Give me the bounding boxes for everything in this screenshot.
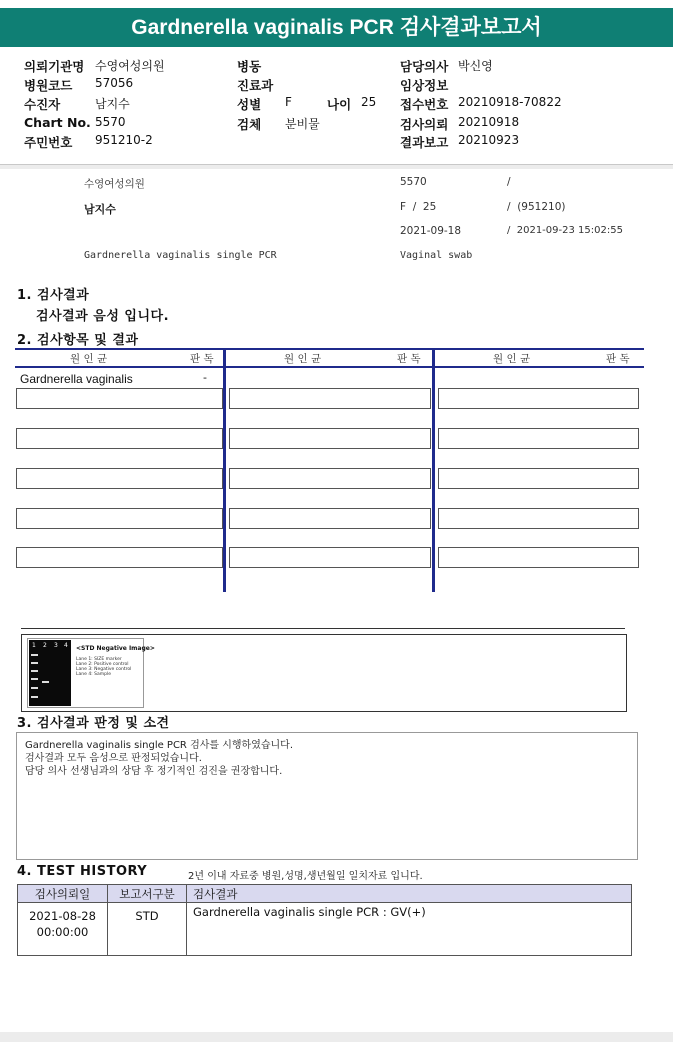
summary-specimen: Vaginal swab	[400, 250, 473, 261]
header-label-clinic: 의뢰기관명	[24, 59, 85, 74]
grid-cell	[229, 508, 431, 529]
header-info	[0, 47, 673, 164]
section-1-result: 검사결과 음성 입니다.	[36, 309, 170, 324]
gel-band	[31, 696, 38, 698]
gel-band	[31, 654, 38, 656]
header-value-hospital-code: 57056	[95, 76, 134, 90]
grid-cell	[229, 468, 431, 489]
col2-header-pathogen: 원 인 균	[284, 353, 322, 365]
header-value-resident-no: 951210-2	[95, 133, 153, 147]
grid-cell	[229, 547, 431, 568]
page-bottom-edge	[0, 1032, 673, 1042]
header-label-resident-no: 주민번호	[24, 135, 73, 150]
summary-clinic: 수영여성의원	[84, 178, 145, 190]
grid-cell	[16, 468, 223, 489]
grid-row1-result: -	[203, 371, 207, 384]
grid-header-bottom-line	[15, 366, 644, 368]
gel-band	[31, 687, 38, 689]
gel-electrophoresis-image	[29, 640, 71, 706]
gel-band	[31, 662, 38, 664]
grid-top-line	[15, 348, 644, 350]
gel-lane-number: 2	[43, 642, 47, 649]
header-value-specimen: 분비물	[285, 117, 320, 131]
history-date: 2021-08-28	[29, 909, 96, 923]
header-label-ward: 병동	[237, 59, 262, 74]
grid-cell	[16, 508, 223, 529]
gel-band	[31, 678, 38, 680]
history-time: 00:00:00	[36, 925, 89, 939]
col2-header-judgement: 판 독	[397, 353, 421, 365]
grid-cell	[229, 428, 431, 449]
section-1-title: 1. 검사결과	[17, 288, 90, 303]
grid-row1-pathogen: Gardnerella vaginalis	[20, 372, 133, 386]
header-value-report-date: 20210923	[458, 133, 520, 147]
section-2-title: 2. 검사항목 및 결과	[17, 333, 139, 348]
history-header-type: 보고서구분	[108, 885, 187, 903]
grid-cell	[16, 547, 223, 568]
header-label-clinical-info: 임상정보	[400, 78, 449, 93]
grid-cell	[229, 388, 431, 409]
grid-divider-1	[223, 348, 226, 592]
summary-slash: /	[507, 176, 511, 188]
header-label-sex: 성별	[237, 97, 262, 112]
summary-id: / (951210)	[507, 201, 566, 213]
grid-divider-2	[432, 348, 435, 592]
header-value-patient: 남지수	[95, 97, 130, 111]
history-cell-type: STD	[108, 903, 187, 956]
header-label-age: 나이	[327, 97, 352, 112]
header-value-chart-no: 5570	[95, 115, 126, 129]
section-3-title: 3. 검사결과 판정 및 소견	[17, 716, 170, 731]
gel-lane-number: 3	[54, 642, 58, 649]
header-label-department: 진료과	[237, 78, 274, 93]
header-label-chart-no: Chart No.	[24, 115, 91, 130]
table-row	[18, 903, 632, 956]
col3-header-pathogen: 원 인 균	[493, 353, 531, 365]
history-cell-result: Gardnerella vaginalis single PCR : GV(+)	[187, 903, 632, 956]
gel-lane-number: 1	[32, 642, 36, 649]
header-label-patient: 수진자	[24, 97, 61, 112]
gel-band	[42, 681, 49, 683]
grid-cell	[438, 428, 639, 449]
summary-patient: 남지수	[84, 203, 116, 216]
header-label-specimen: 검체	[237, 117, 262, 132]
grid-cell	[16, 428, 223, 449]
gel-frame-top-line	[21, 628, 625, 629]
header-label-hospital-code: 병원코드	[24, 78, 73, 93]
grid-cell	[16, 388, 223, 409]
header-label-report-date: 결과보고	[400, 135, 449, 150]
summary-date-reported: / 2021-09-23 15:02:55	[507, 225, 623, 236]
col3-header-judgement: 판 독	[606, 353, 630, 365]
header-value-receipt-no: 20210918-70822	[458, 95, 562, 109]
section-4-title: 4. TEST HISTORY	[17, 864, 148, 879]
gel-caption-title: <STD Negative Image>	[76, 645, 155, 652]
col1-header-pathogen: 원 인 균	[70, 353, 108, 365]
gel-caption-line: Lane 1: SIZE marker	[76, 657, 122, 662]
header-label-receipt-no: 접수번호	[400, 97, 449, 112]
page-shadow	[0, 165, 673, 169]
summary-sex-age: F / 25	[400, 201, 437, 213]
history-header-date: 검사의뢰일	[18, 885, 108, 903]
section-4-note: 2년 이내 자료중 병원,성명,생년월일 일치자료 입니다.	[188, 871, 423, 882]
header-label-request-date: 검사의뢰	[400, 117, 449, 132]
grid-cell	[438, 547, 639, 568]
header-value-clinic: 수영여성의원	[95, 59, 165, 73]
opinion-box	[16, 732, 638, 860]
header-value-request-date: 20210918	[458, 115, 520, 129]
header-value-age: 25	[361, 95, 377, 109]
header-value-doctor: 박신영	[458, 59, 493, 73]
gel-caption-line: Lane 2: Positive control	[76, 662, 129, 667]
history-table	[17, 884, 632, 956]
col1-header-judgement: 판 독	[190, 353, 214, 365]
gel-band	[31, 670, 38, 672]
gel-lane-number: 4	[64, 642, 68, 649]
header-value-sex: F	[285, 95, 292, 109]
gel-caption-line: Lane 4: Sample	[76, 672, 111, 677]
grid-cell	[438, 508, 639, 529]
history-header-result: 검사결과	[187, 885, 632, 903]
report-title: Gardnerella vaginalis PCR 검사결과보고서	[0, 8, 673, 47]
grid-cell	[438, 388, 639, 409]
history-cell-date	[18, 903, 108, 956]
header-label-doctor: 담당의사	[400, 59, 449, 74]
summary-test-name: Gardnerella vaginalis single PCR	[84, 250, 277, 261]
gel-caption-line: Lane 3: Negative control	[76, 667, 132, 672]
summary-chart: 5570	[400, 176, 427, 188]
grid-cell	[438, 468, 639, 489]
opinion-line: 담당 의사 선생님과의 상담 후 정기적인 검진을 권장합니다.	[25, 766, 283, 777]
summary-date-received: 2021-09-18	[400, 225, 462, 237]
opinion-line: 검사결과 모두 음성으로 판정되었습니다.	[25, 753, 202, 764]
opinion-line: Gardnerella vaginalis single PCR 검사를 시행하였습니다.	[25, 740, 294, 751]
